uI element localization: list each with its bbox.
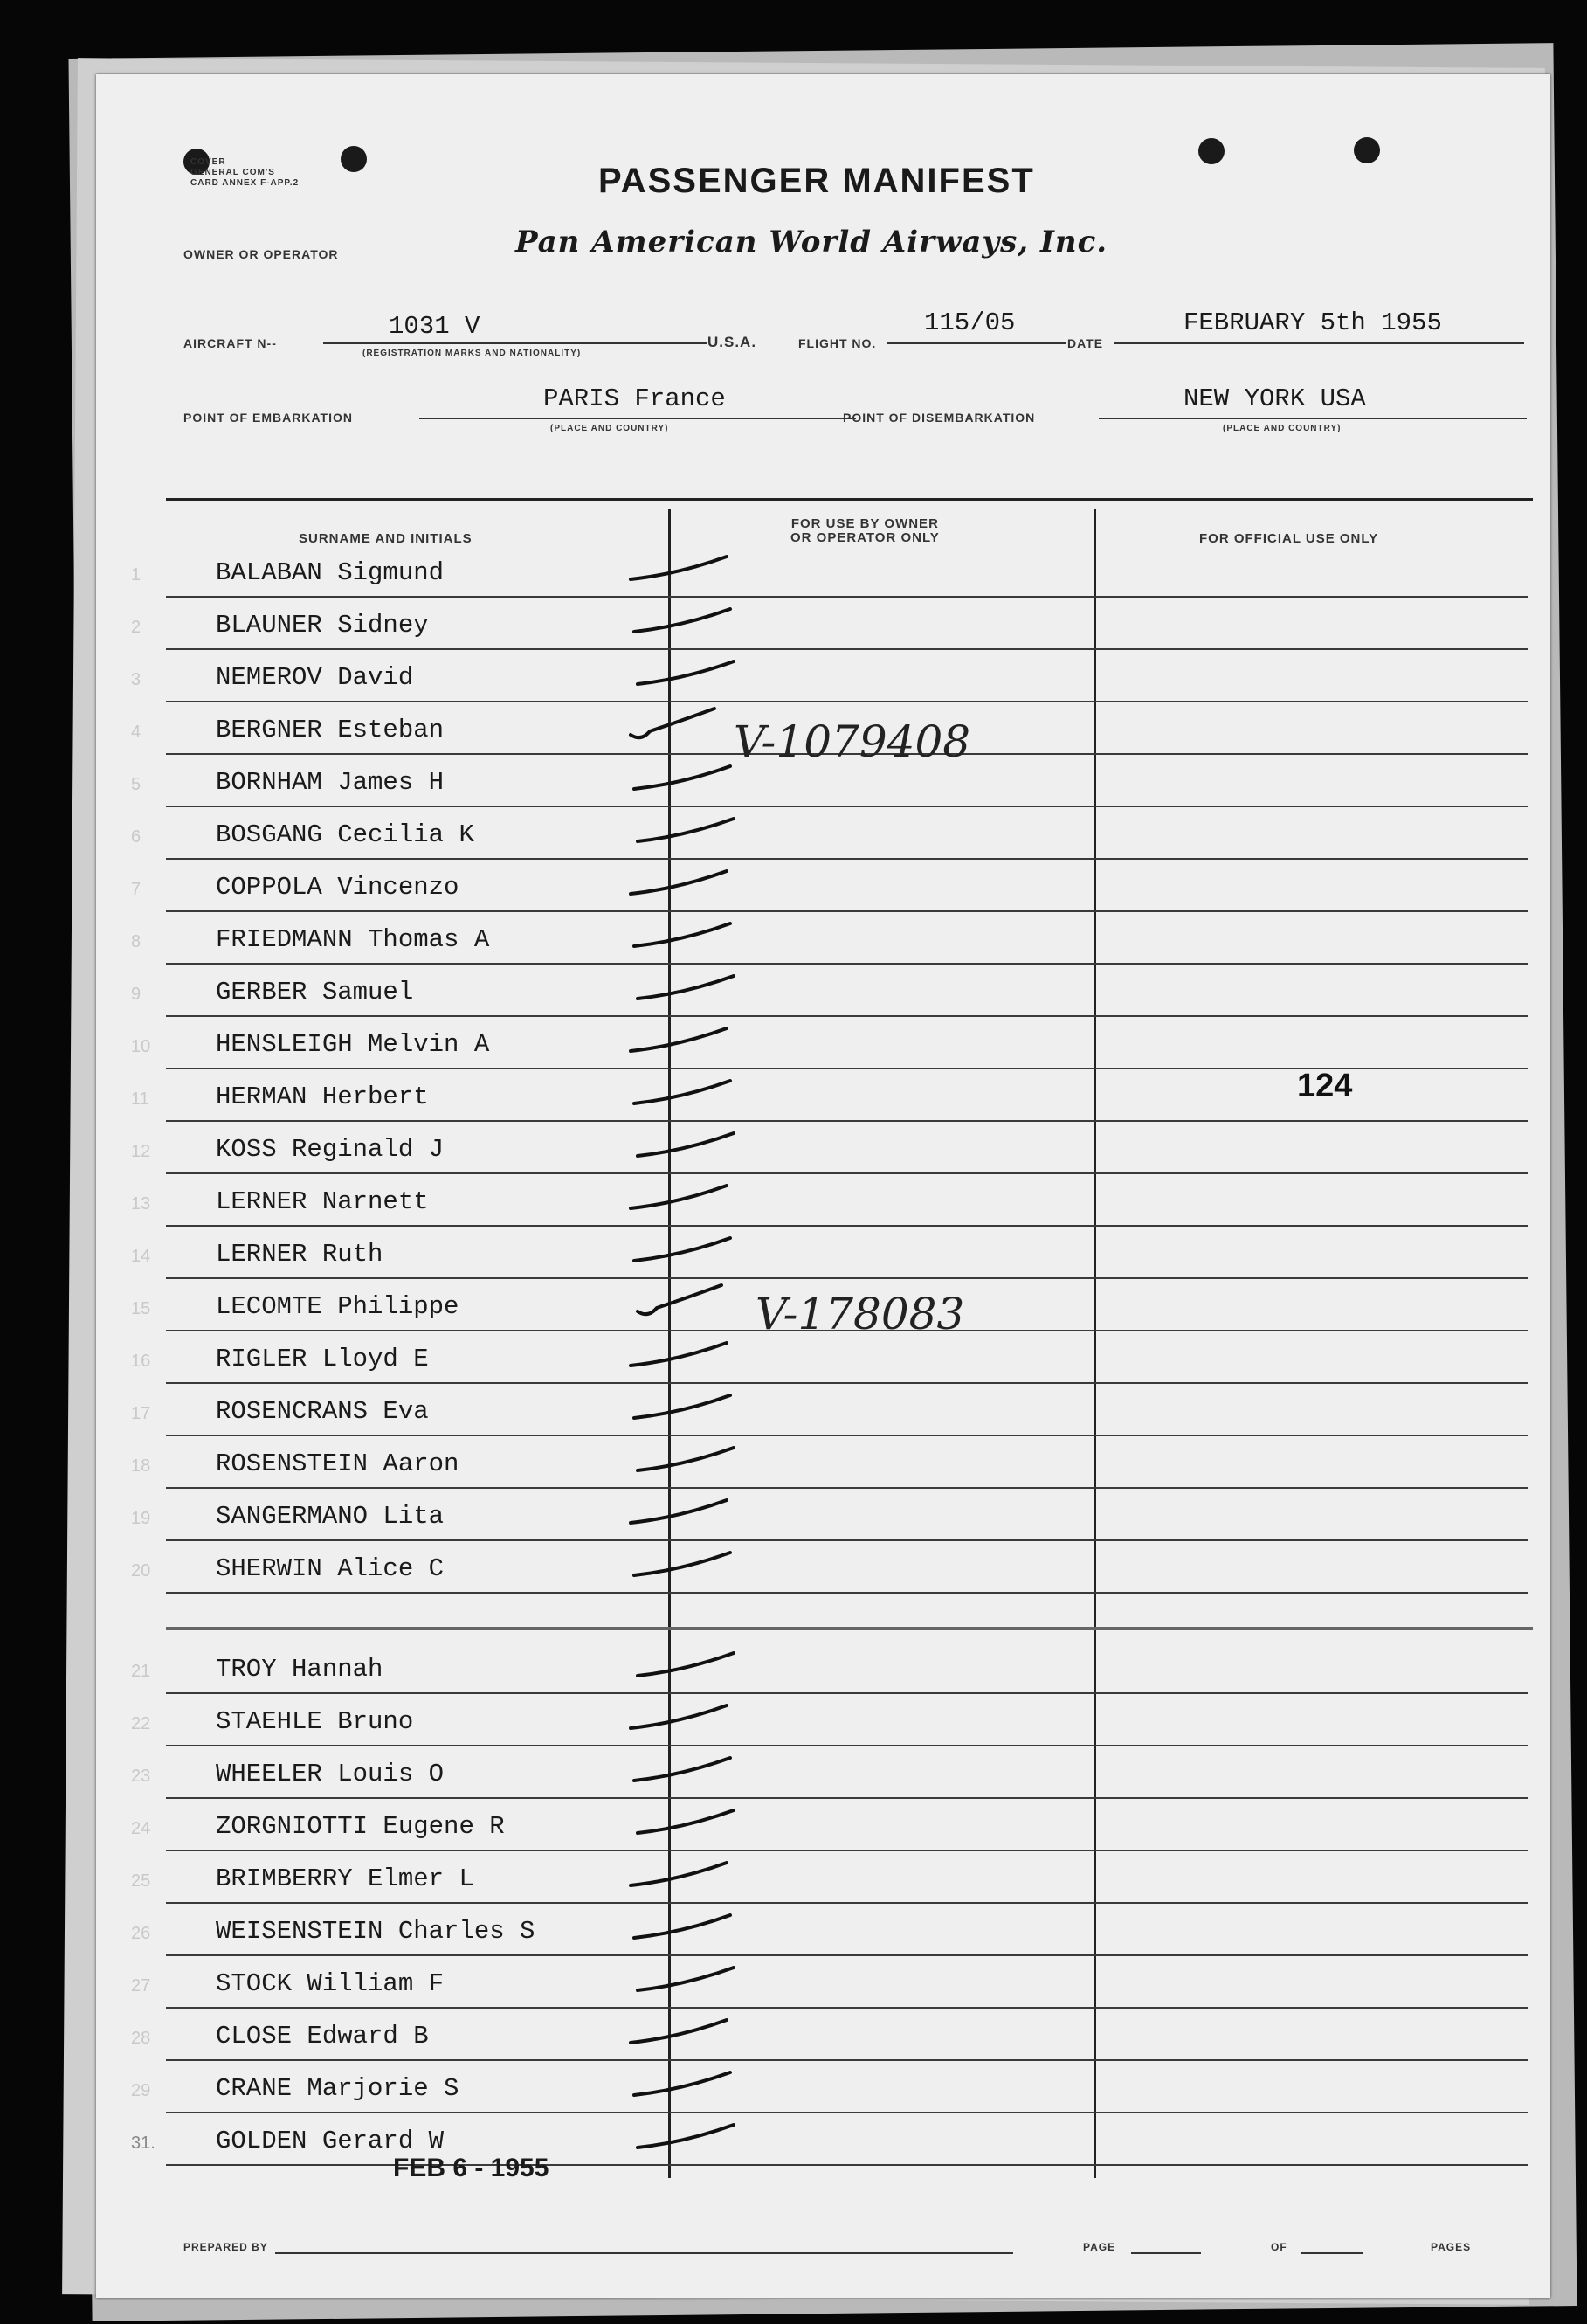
- table-row: 23 WHEELER Louis O: [96, 1747, 1550, 1800]
- check-mark: [638, 1133, 734, 1156]
- check-mark: [634, 1758, 730, 1781]
- table-row: 19 SANGERMANO Lita: [96, 1490, 1550, 1542]
- official-use-number: 124: [1297, 1068, 1353, 1104]
- table-row: 17 ROSENCRANS Eva: [96, 1385, 1550, 1437]
- passenger-name: ROSENSTEIN Aaron: [216, 1449, 459, 1478]
- table-row: 11 HERMAN Herbert: [96, 1070, 1550, 1123]
- passenger-name: LECOMTE Philippe: [216, 1292, 459, 1321]
- received-date-stamp: FEB 6 - 1955: [393, 2154, 549, 2182]
- passenger-name: TROY Hannah: [216, 1655, 383, 1684]
- disembarkation-label: POINT OF DISEMBARKATION: [843, 411, 1036, 425]
- table-row: 15 LECOMTE Philippe: [96, 1280, 1550, 1332]
- table-row: 6 BOSGANG Cecilia K: [96, 808, 1550, 861]
- table-row: 13 LERNER Narnett: [96, 1175, 1550, 1228]
- column-header-official-use: FOR OFFICIAL USE ONLY: [1199, 531, 1379, 546]
- table-row: 29 CRANE Marjorie S: [96, 2062, 1550, 2114]
- passenger-name: BRIMBERRY Elmer L: [216, 1864, 474, 1893]
- date-value: FEBRUARY 5th 1955: [1183, 308, 1442, 337]
- disembarkation-value: NEW YORK USA: [1183, 384, 1366, 413]
- passenger-name: HENSLEIGH Melvin A: [216, 1030, 490, 1059]
- check-mark: [631, 709, 714, 737]
- table-row: 12 KOSS Reginald J: [96, 1123, 1550, 1175]
- page-title: PASSENGER MANIFEST: [598, 162, 1035, 200]
- check-mark: [631, 2020, 727, 2043]
- table-row: 1 BALABAN Sigmund: [96, 546, 1550, 598]
- check-mark: [634, 1081, 730, 1103]
- disembarkation-caption: (PLACE AND COUNTRY): [1223, 424, 1342, 433]
- check-mark: [634, 1915, 730, 1938]
- prepared-by-label: PREPARED BY: [183, 2241, 268, 2253]
- check-mark: [634, 766, 730, 789]
- table-row: 14 LERNER Ruth: [96, 1228, 1550, 1280]
- check-mark: [634, 1395, 730, 1418]
- embarkation-caption: (PLACE AND COUNTRY): [550, 424, 669, 433]
- page-label: PAGE: [1083, 2241, 1116, 2253]
- passenger-name: BOSGANG Cecilia K: [216, 820, 474, 849]
- table-row: 2 BLAUNER Sidney: [96, 598, 1550, 651]
- passenger-name: SANGERMANO Lita: [216, 1502, 445, 1531]
- table-row: 26 WEISENSTEIN Charles S: [96, 1905, 1550, 1957]
- passenger-name: GERBER Samuel: [216, 978, 414, 1006]
- date-label: DATE: [1067, 336, 1104, 350]
- check-mark: [638, 661, 734, 684]
- passenger-name: LERNER Ruth: [216, 1240, 383, 1269]
- passenger-name: STOCK William F: [216, 1969, 445, 1998]
- registration-caption: (REGISTRATION MARKS AND NATIONALITY): [362, 349, 582, 358]
- table-row: 20 SHERWIN Alice C: [96, 1542, 1550, 1594]
- table-row: 3 NEMEROV David: [96, 651, 1550, 703]
- table-row: 10 HENSLEIGH Melvin A: [96, 1018, 1550, 1070]
- passenger-name: NEMEROV David: [216, 663, 414, 692]
- table-row: 31. GOLDEN Gerard W: [96, 2114, 1550, 2167]
- passenger-name: FRIEDMANN Thomas A: [216, 925, 490, 954]
- table-row: 7 COPPOLA Vincenzo: [96, 861, 1550, 913]
- check-mark: [631, 871, 727, 894]
- table-row: 21 TROY Hannah: [96, 1643, 1550, 1695]
- passenger-name: WHEELER Louis O: [216, 1760, 445, 1788]
- column-header-surname: SURNAME AND INITIALS: [299, 531, 473, 546]
- table-row: 16 RIGLER Lloyd E: [96, 1332, 1550, 1385]
- aircraft-value: 1031 V: [389, 312, 480, 341]
- table-row: 5 BORNHAM James H: [96, 756, 1550, 808]
- table-row: 22 STAEHLE Bruno: [96, 1695, 1550, 1747]
- check-mark: [631, 1028, 727, 1051]
- airline-name: Pan American World Airways, Inc.: [515, 225, 1108, 259]
- check-mark: [631, 1705, 727, 1728]
- check-mark: [631, 1343, 727, 1366]
- embarkation-label: POINT OF EMBARKATION: [183, 411, 353, 425]
- table-row: 27 STOCK William F: [96, 1957, 1550, 2009]
- passenger-name: KOSS Reginald J: [216, 1135, 445, 1164]
- manifest-page: [96, 74, 1550, 2298]
- table-row: 25 BRIMBERRY Elmer L: [96, 1852, 1550, 1905]
- check-mark: [631, 557, 727, 579]
- check-mark: [638, 1448, 734, 1470]
- table-row: 28 CLOSE Edward B: [96, 2009, 1550, 2062]
- check-mark: [638, 1285, 721, 1314]
- check-mark: [631, 1500, 727, 1523]
- flight-label: FLIGHT NO.: [798, 336, 877, 350]
- table-row: 18 ROSENSTEIN Aaron: [96, 1437, 1550, 1490]
- passenger-name: ZORGNIOTTI Eugene R: [216, 1812, 505, 1841]
- passenger-name: WEISENSTEIN Charles S: [216, 1917, 535, 1946]
- check-mark: [631, 1186, 727, 1208]
- passenger-name: CLOSE Edward B: [216, 2022, 429, 2051]
- flight-value: 115/05: [924, 308, 1016, 337]
- passenger-name: RIGLER Lloyd E: [216, 1345, 429, 1373]
- passenger-name: STAEHLE Bruno: [216, 1707, 414, 1736]
- check-mark: [634, 1553, 730, 1575]
- check-mark: [638, 2125, 734, 2148]
- check-mark: [634, 2072, 730, 2095]
- of-label: OF: [1271, 2241, 1287, 2253]
- table-row: 24 ZORGNIOTTI Eugene R: [96, 1800, 1550, 1852]
- passenger-name: GOLDEN Gerard W: [216, 2127, 445, 2155]
- passenger-name: BALABAN Sigmund: [216, 558, 445, 587]
- check-mark: [634, 1238, 730, 1261]
- passenger-name: HERMAN Herbert: [216, 1082, 429, 1111]
- check-mark: [638, 1810, 734, 1833]
- handwritten-visa-note: V-178083: [756, 1289, 965, 1339]
- passenger-name: CRANE Marjorie S: [216, 2074, 459, 2103]
- corner-note: COVER GENERAL COM'S CARD ANNEX F-APP.2: [190, 157, 300, 188]
- check-mark: [634, 609, 730, 632]
- country-label: U.S.A.: [707, 334, 757, 350]
- passenger-name: BERGNER Esteban: [216, 716, 445, 744]
- check-mark: [634, 923, 730, 946]
- passenger-name: BORNHAM James H: [216, 768, 445, 797]
- handwritten-visa-note: V-1079408: [734, 716, 971, 767]
- check-mark: [638, 1653, 734, 1676]
- column-header-owner-use: FOR USE BY OWNER OR OPERATOR ONLY: [790, 516, 940, 545]
- check-marks-layer: [96, 74, 1550, 2298]
- check-mark: [631, 1863, 727, 1885]
- table-row: 4 BERGNER Esteban: [96, 703, 1550, 756]
- check-mark: [638, 819, 734, 841]
- passenger-name: BLAUNER Sidney: [216, 611, 429, 640]
- passenger-name: SHERWIN Alice C: [216, 1554, 445, 1583]
- pages-label: PAGES: [1431, 2241, 1472, 2253]
- table-row: 8 FRIEDMANN Thomas A: [96, 913, 1550, 965]
- passenger-name: LERNER Narnett: [216, 1187, 429, 1216]
- passenger-name: ROSENCRANS Eva: [216, 1397, 429, 1426]
- check-mark: [638, 1968, 734, 1990]
- table-row: 9 GERBER Samuel: [96, 965, 1550, 1018]
- passenger-name: COPPOLA Vincenzo: [216, 873, 459, 902]
- check-mark: [638, 976, 734, 999]
- embarkation-value: PARIS France: [543, 384, 726, 413]
- owner-label: OWNER OR OPERATOR: [183, 247, 339, 261]
- aircraft-label: AIRCRAFT N--: [183, 336, 277, 350]
